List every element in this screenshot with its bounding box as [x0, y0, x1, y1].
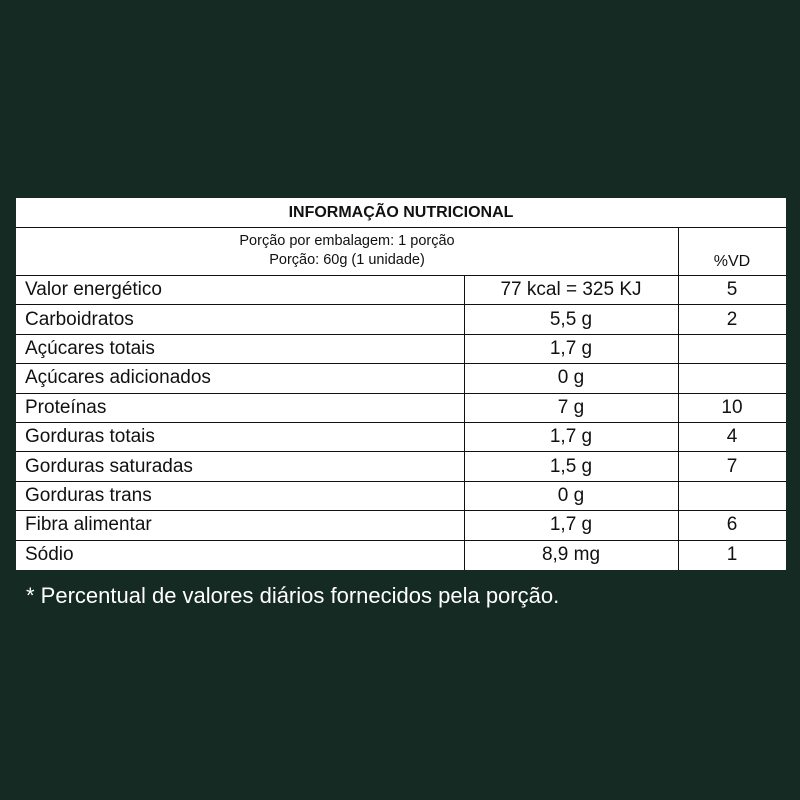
nutrient-vd: 7 [726, 455, 738, 477]
nutrient-name: Gorduras saturadas [25, 455, 193, 477]
portion-per-package: Porção por embalagem: 1 porção [239, 233, 455, 249]
portion-size: Porção: 60g (1 unidade) [269, 252, 425, 268]
nutrient-name: Açúcares adicionados [25, 367, 211, 389]
vd-column-header [678, 228, 786, 276]
nutrient-amount: 1,5 g [549, 455, 593, 477]
nutrient-amount: 0 g [557, 484, 585, 506]
table-row [16, 394, 786, 423]
nutrient-amount: 8,9 mg [541, 544, 601, 566]
nutrient-amount: 1,7 g [549, 514, 593, 536]
nutrient-amount: 1,7 g [549, 337, 593, 359]
nutrient-vd: 6 [726, 514, 738, 536]
table-row [16, 364, 786, 393]
nutrient-vd: 5 [726, 279, 738, 301]
nutrient-name: Sódio [25, 544, 74, 566]
nutrition-facts-table [16, 198, 786, 570]
nutrient-name: Carboidratos [25, 308, 134, 330]
table-row [16, 452, 786, 481]
nutrient-name: Proteínas [25, 396, 107, 418]
table-row [16, 335, 786, 364]
nutrient-amount: 0 g [557, 367, 585, 389]
nutrient-name: Valor energético [25, 279, 162, 301]
nutrient-vd: 10 [721, 396, 743, 418]
nutrient-vd: 4 [726, 426, 738, 448]
table-row [16, 541, 786, 570]
nutrient-name: Açúcares totais [25, 337, 155, 359]
nutrient-name: Gorduras totais [25, 426, 155, 448]
footnote: * Percentual de valores diários fornecidos pela porção. [26, 583, 560, 608]
nutrient-amount: 7 g [557, 396, 585, 418]
nutrient-vd: 1 [726, 544, 738, 566]
portion-info [16, 228, 678, 276]
nutrient-amount: 77 kcal = 325 KJ [500, 279, 642, 301]
nutrient-name: Gorduras trans [25, 484, 152, 506]
nutrient-vd [678, 335, 786, 363]
table-row [16, 305, 786, 334]
nutrient-name: Fibra alimentar [25, 514, 152, 536]
table-row [16, 423, 786, 452]
nutrient-amount: 1,7 g [549, 426, 593, 448]
nutrient-vd [678, 364, 786, 392]
table-row [16, 482, 786, 511]
table-row [16, 276, 786, 305]
nutrient-vd [678, 482, 786, 510]
table-row [16, 511, 786, 540]
vd-header-label: %VD [713, 253, 751, 270]
table-title: INFORMAÇÃO NUTRICIONAL [16, 198, 786, 228]
nutrient-vd: 2 [726, 308, 738, 330]
nutrient-amount: 5,5 g [549, 308, 593, 330]
